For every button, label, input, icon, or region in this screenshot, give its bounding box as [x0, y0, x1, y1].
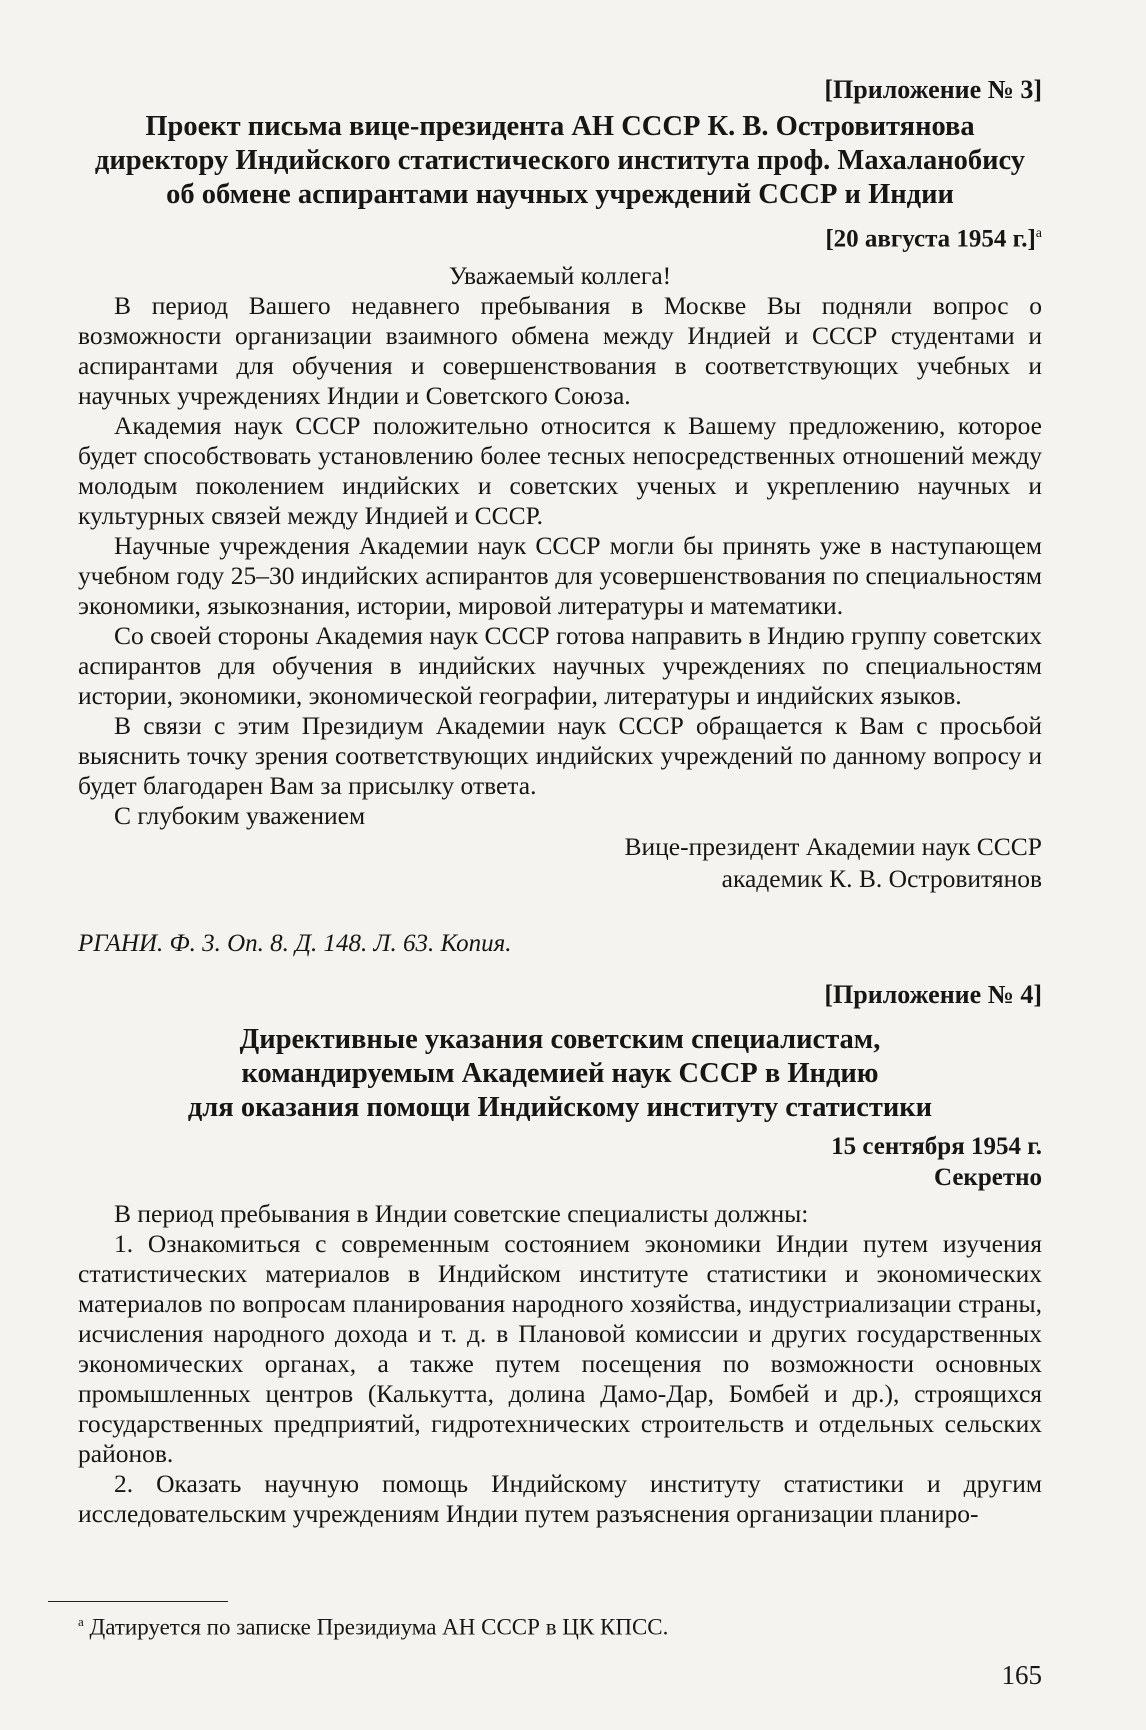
appendix-4-date: 15 сентября 1954 г. [831, 1133, 1042, 1161]
classification-stamp: Секретно [933, 1164, 1042, 1192]
appendix-4-label: [Приложение № 4] [824, 980, 1042, 1010]
directive-item: 1. Ознакомиться с современным состоянием экономики Индии путем изучения статистических материалов в Индийском институте статистики и экономических материалов по вопросам планирования народного хозяйства, индустриализации страны, исчисления народного дохода и т. д. в Плановой комиссии и других государственных экономических органах, а также путем посещения по возможности основных промышленных центров (Калькутта, долина Дамо-Дар, Бомбей и др.), строящихся государственных предприятий, гидротехнических строительств и отдельных сельских районов. [78, 1229, 1042, 1469]
footnote-divider [48, 1601, 228, 1602]
footnote-marker: а [1035, 226, 1042, 241]
appendix-3-title [78, 110, 1042, 212]
footnote-text: Датируется по записке Президиума АН СССР в ЦК КПСС. [83, 1614, 669, 1640]
greeting: Уважаемый коллега! [448, 261, 672, 291]
letter-paragraph: Научные учреждения Академии наук СССР могли бы принять уже в наступающем учебном году 25–30 индийских аспирантов для усовершенствования по специальностям экономики, языкознания, истории, мировой литературы и математики. [78, 531, 1042, 621]
page-number: 165 [1001, 1660, 1042, 1690]
date-text: [20 августа 1954 г.] [825, 225, 1036, 253]
title-line: командируемым Академией наук СССР в Индию [241, 1058, 879, 1090]
letter-paragraph: Академия наук СССР положительно относится к Вашему предложению, которое будет способствовать установлению более тесных непосредственных отношений между молодым поколением индийских и советских ученых и укреплению научных и культурных связей между Индией и СССР. [78, 411, 1042, 531]
letter-paragraph: Со своей стороны Академия наук СССР готова направить в Индию группу советских аспирантов для обучения в индийских научных учреждениях по специальностям истории, экономики, экономической географии, литературы и индийских языков. [78, 621, 1042, 711]
signature-name: академик К. В. Островитянов [721, 864, 1042, 894]
title-line: для оказания помощи Индийскому институту статистики [187, 1092, 933, 1124]
appendix-3-date [78, 218, 1042, 255]
closing: С глубоким уважением [114, 801, 366, 831]
footnote-mark: а [78, 1614, 84, 1629]
appendix-4-title [78, 1023, 1042, 1125]
title-line: Директивные указания советским специалистам, [239, 1024, 881, 1056]
directive-intro: В период пребывания в Индии советские специалисты должны: [114, 1199, 809, 1229]
title-line: директору Индийского статистического института проф. Махаланобису [94, 145, 1026, 176]
title-line: об обмене аспирантами научных учреждений СССР и Индии [166, 179, 954, 210]
footnote [78, 1608, 668, 1642]
title-line: Проект письма вице-президента АН СССР К. В. Островитянова [145, 111, 975, 142]
archive-source: РГАНИ. Ф. 3. Оп. 8. Д. 148. Л. 63. Копия. [78, 930, 512, 958]
letter-paragraph: В связи с этим Президиум Академии наук СССР обращается к Вам с просьбой выяснить точку зрения соответствующих индийских учреждений по данному вопросу и будет благодарен Вам за присылку ответа. [78, 711, 1042, 801]
signature-title: Вице-президент Академии наук СССР [624, 832, 1042, 862]
letter-paragraph: В период Вашего недавнего пребывания в Москве Вы подняли вопрос о возможности организации взаимного обмена между Индией и СССР студентами и аспирантами для обучения и совершенствования в соответствующих учебных и научных учреждениях Индии и Советского Союза. [78, 291, 1042, 411]
appendix-3-label: [Приложение № 3] [824, 75, 1042, 104]
directive-item: 2. Оказать научную помощь Индийскому институту статистики и другим исследовательским учреждениям Индии путем разъяснения организации планиро- [78, 1469, 1042, 1529]
